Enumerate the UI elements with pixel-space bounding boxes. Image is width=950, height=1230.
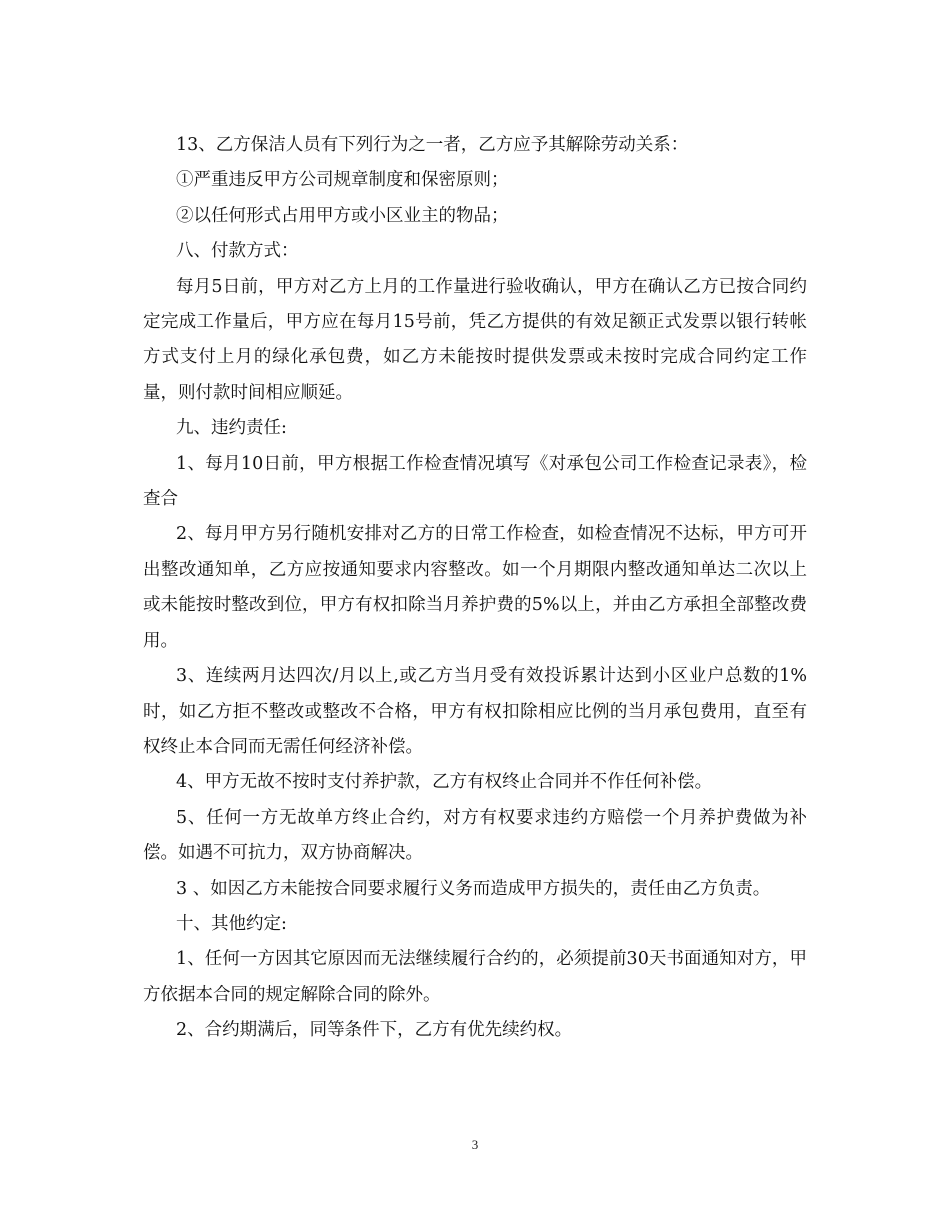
liability-clause-1: 1、每月10日前，甲方根据工作检查情况填写《对承包公司工作检查记录表》，检查合	[143, 453, 807, 510]
clause-13: 13、乙方保洁人员有下列行为之一者，乙方应予其解除劳动关系：	[176, 135, 689, 155]
other-clause-2: 2、合约期满后，同等条件下，乙方有优先续约权。	[176, 1020, 573, 1041]
other-clause-1: 1、任何一方因其它原因而无法继续履行合约的，必须提前30天书面通知对方，甲方依据本合同的规定解除合同的除外。	[143, 949, 807, 1005]
section-heading-other: 十、其他约定:	[176, 913, 287, 934]
page-number: 3	[471, 1137, 479, 1152]
liability-clause-6: 3 、如因乙方未能按合同要求履行义务而造成甲方损失的，责任由乙方负责。	[176, 878, 771, 899]
section-heading-payment: 八、付款方式：	[176, 241, 299, 262]
document-body	[143, 128, 807, 1049]
liability-clause-3: 3、连续两月达四次/月以上,或乙方当月受有效投诉累计达到小区业户总数的1%时，如乙方拒不整改或整改不合格，甲方有权扣除相应比例的当月承包费用，直至有权终止本合同而无需任何经济补偿。	[143, 666, 807, 757]
payment-terms: 每月5日前，甲方对乙方上月的工作量进行验收确认，甲方在确认乙方已按合同约定完成工作量后，甲方应在每月15号前，凭乙方提供的有效足额正式发票以银行转帐方式支付上月的绿化承包费，如乙方未能按时提供发票或未按时完成合同约定工作量，则付款时间相应顺延。	[143, 276, 807, 403]
liability-clause-5: 5、任何一方无故单方终止合约，对方有权要求违约方赔偿一个月养护费做为补偿。如遇不可抗力，双方协商解决。	[143, 807, 807, 864]
liability-clause-2: 2、每月甲方另行随机安排对乙方的日常工作检查，如检查情况不达标，甲方可开出整改通知单，乙方应按通知要求内容整改。如一个月期限内整改通知单达二次以上或未能按时整改到位，甲方有权扣除当月养护费的5%以上，并由乙方承担全部整改费用。	[143, 524, 807, 651]
liability-clause-4: 4、甲方无故不按时支付养护款，乙方有权终止合同并不作任何补偿。	[176, 772, 713, 793]
clause-13-item-2: ②以任何形式占用甲方或小区业主的物品；	[176, 205, 509, 226]
clause-13-item-1: ①严重违反甲方公司规章制度和保密原则；	[176, 170, 509, 191]
section-heading-liability: 九、违约责任:	[176, 418, 287, 439]
